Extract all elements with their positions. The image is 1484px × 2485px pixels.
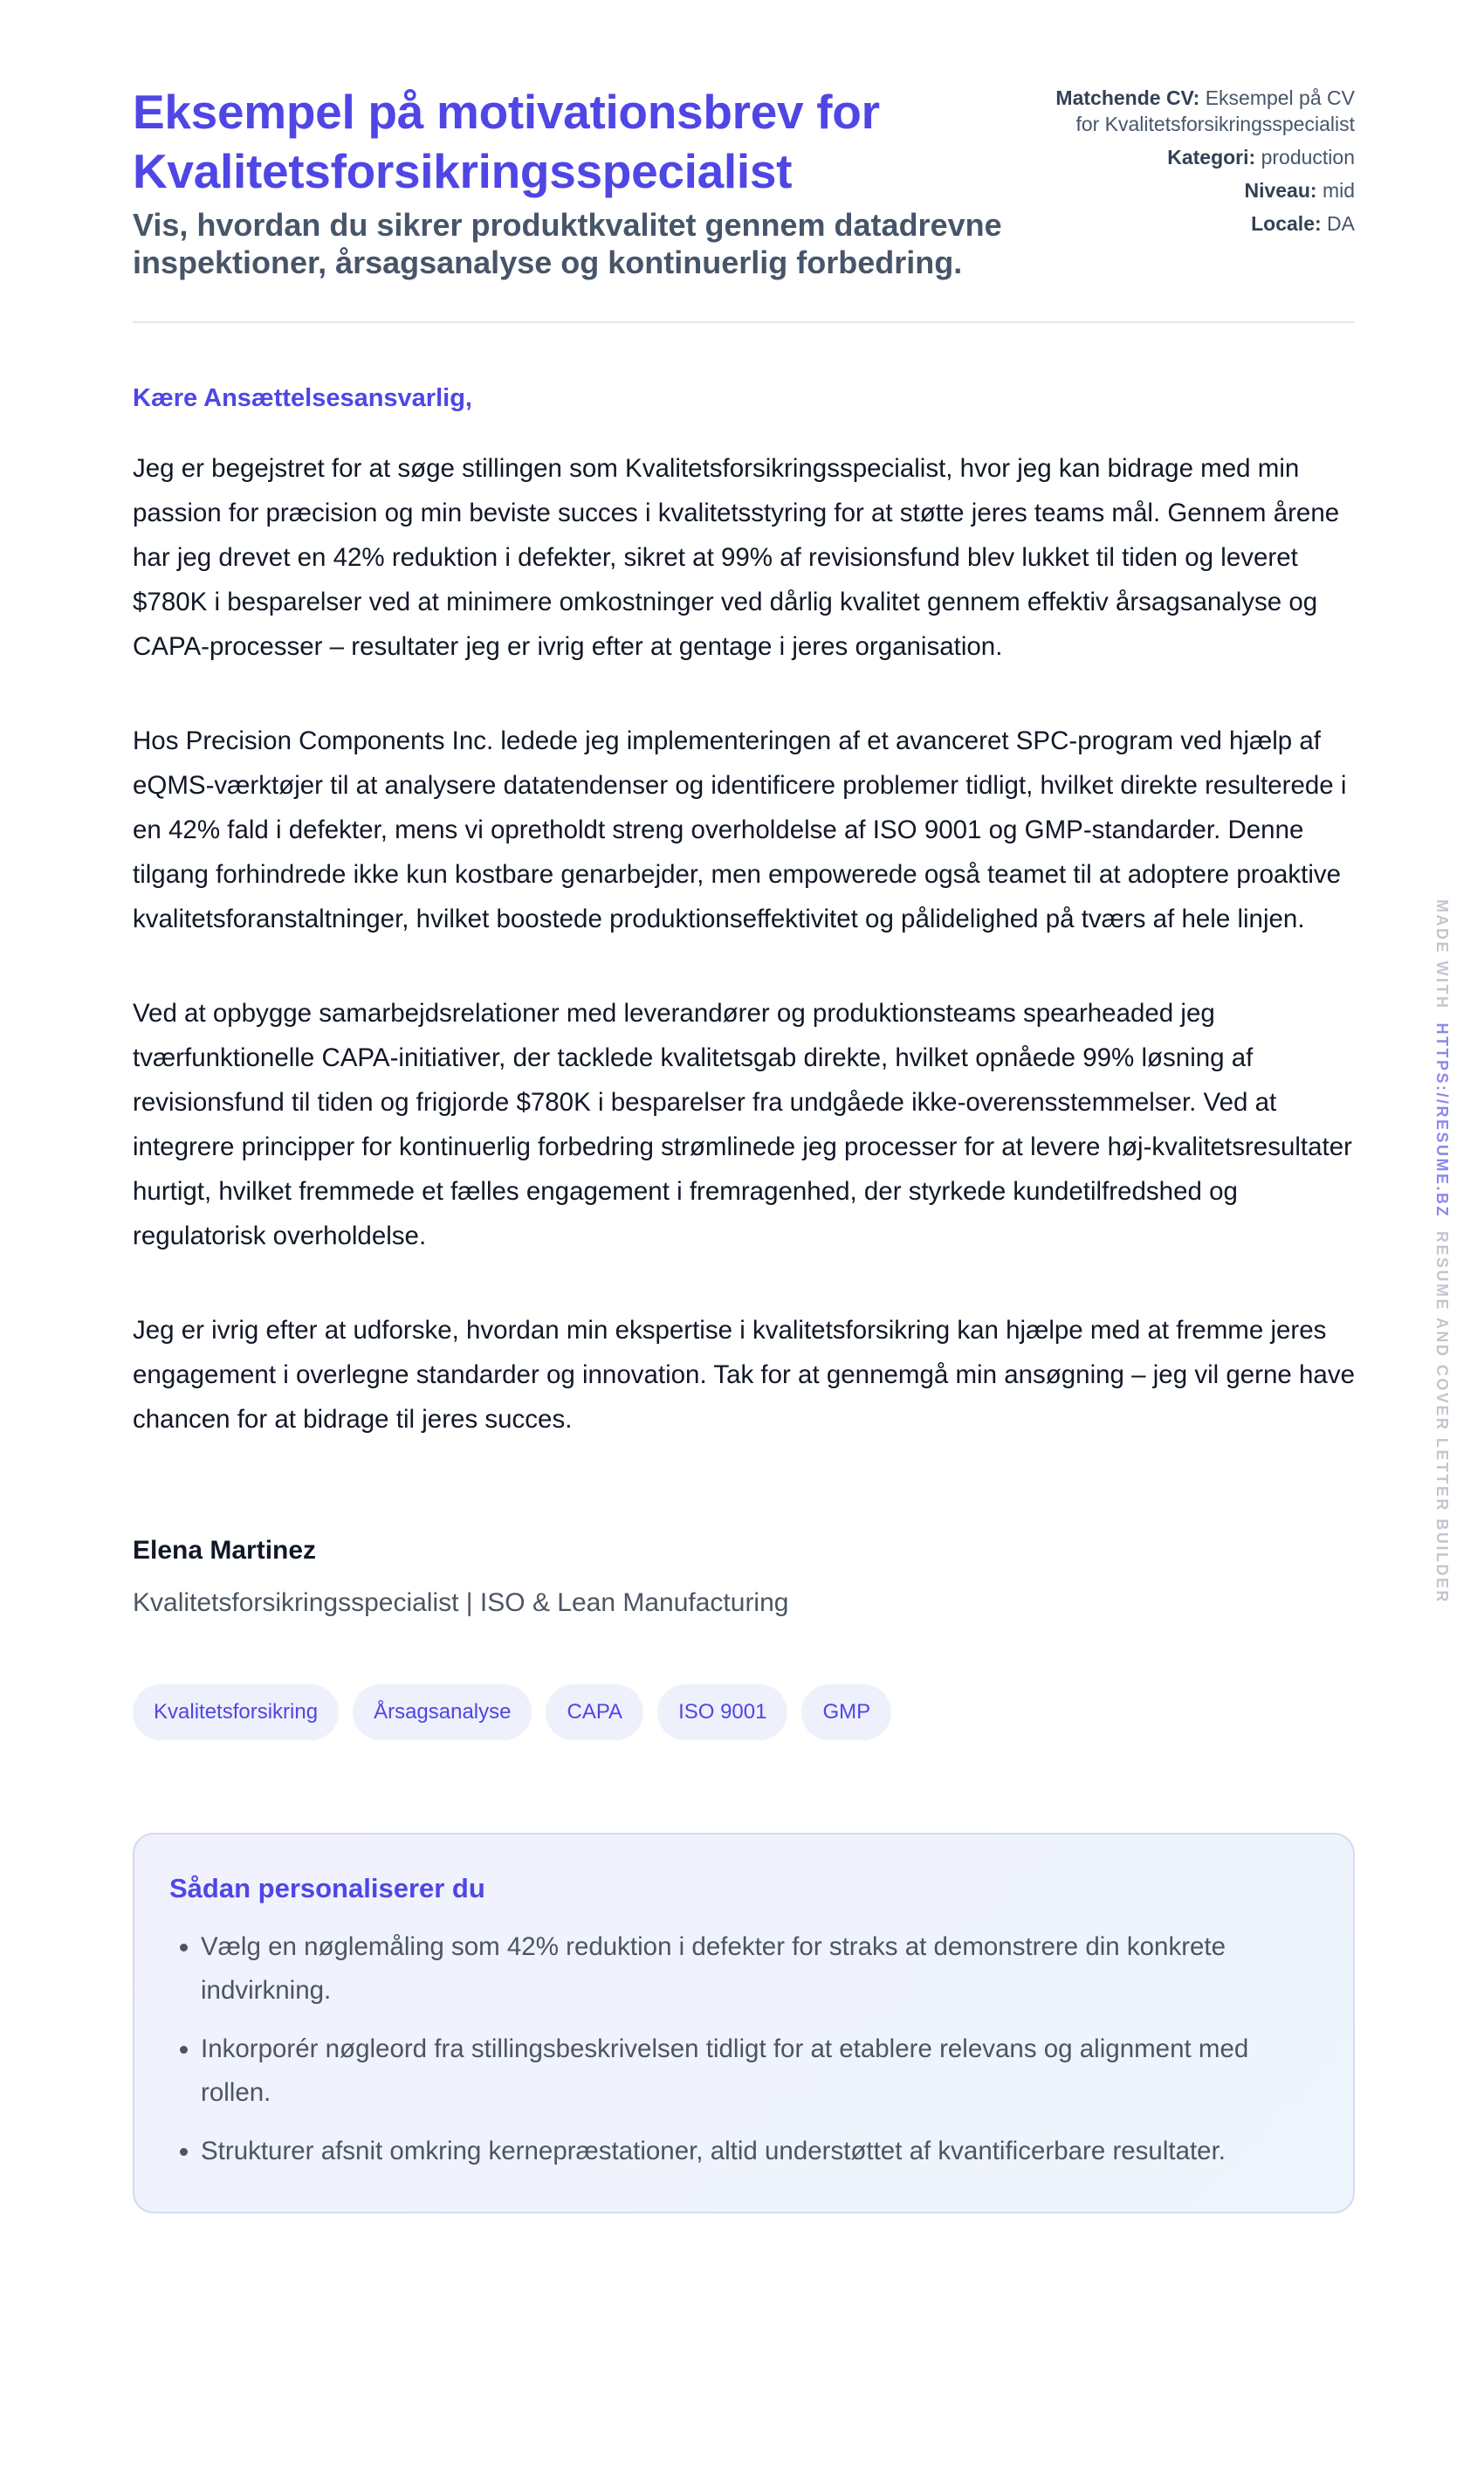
- signature-block: [133, 1536, 1355, 1618]
- meta-matching-cv: [1041, 85, 1355, 137]
- personalization-tips-box: [133, 1833, 1355, 2213]
- meta-value: Eksempel på CV for Kvalitetsforsikringsspecialist: [1075, 86, 1355, 135]
- meta-category: [1041, 144, 1355, 170]
- skill-tag: CAPA: [546, 1684, 643, 1740]
- header-text: [133, 82, 1006, 281]
- meta-value: DA: [1327, 212, 1355, 235]
- meta-label: Niveau:: [1244, 179, 1317, 202]
- meta-panel: [1041, 82, 1355, 244]
- letter-greeting: Kære Ansættelsesansvarlig,: [133, 384, 472, 412]
- skill-tag: GMP: [801, 1684, 891, 1740]
- page-subtitle: Vis, hvordan du sikrer produktkvalitet gennem datadrevne inspektioner, årsagsanalyse og kontinuerlig forbedring.: [133, 207, 1002, 280]
- meta-value: mid: [1322, 179, 1355, 202]
- tips-title: Sådan personaliserer du: [169, 1873, 485, 1903]
- made-with-watermark: [1425, 899, 1451, 1615]
- letter-paragraph: Ved at opbygge samarbejdsrelationer med leverandører og produktionsteams spearheaded jeg tværfunktionelle CAPA-initiativer, der tacklede kvalitetsgab direkte, hvilket opnåede 99% løsning af revisionsfund til tiden og frigjorde $780K i besparelser fra undgåede ikke-overensstemmelser. Ved at integrere principper for kontinuerlig forbedring strømlinede jeg processer for at levere høj-kvalitetsresultater hurtigt, hvilket fremmede et fælles engagement i fremragenhed, der styrkede kundetilfredshed og regulatorisk overholdelse.: [133, 999, 1352, 1250]
- cover-letter-page: [133, 82, 1355, 2213]
- watermark-suffix: RESUME AND COVER LETTER BUILDER: [1433, 1231, 1451, 1604]
- tips-list: [169, 1925, 1318, 2173]
- letter-paragraph: Jeg er ivrig efter at udforske, hvordan min ekspertise i kvalitetsforsikring kan hjælpe med at fremme jeres engagement i overlegne standarder og innovation. Tak for at gennemgå min ansøgning – jeg vil gerne have chancen for at bidrage til jeres succes.: [133, 1316, 1355, 1434]
- watermark-prefix: MADE WITH: [1433, 899, 1451, 1010]
- meta-value: production: [1261, 146, 1355, 169]
- page-title: Eksempel på motivationsbrev for Kvalitetsforsikringsspecialist: [133, 85, 880, 198]
- tip-item: • Strukturer afsnit omkring kernepræstationer, altid understøttet af kvantificerbare resultater.: [201, 2130, 1318, 2173]
- letter-paragraph: Hos Precision Components Inc. ledede jeg implementeringen af et avanceret SPC-program ved hjælp af eQMS-værktøjer til at analysere datatendenser og identificere problemer tidligt, hvilket direkte resulterede i en 42% fald i defekter, mens vi opretholdt streng overholdelse af ISO 9001 og GMP-standarder. Denne tilgang forhindrede ikke kun kostbare genarbejder, men empowerede også teamet til at adoptere proaktive kvalitetsforanstaltninger, hvilket boostede produktionseffektivitet og pålidelighed på tværs af hele linjen.: [133, 726, 1347, 933]
- signature-title: Kvalitetsforsikringsspecialist | ISO & Lean Manufacturing: [133, 1588, 789, 1617]
- letter-body: [133, 384, 1355, 1442]
- tip-item: • Inkorporér nøgleord fra stillingsbeskrivelsen tidligt for at etablere relevans og alignment med rollen.: [201, 2027, 1318, 2115]
- meta-level: [1041, 177, 1355, 203]
- meta-label: Locale:: [1251, 212, 1322, 235]
- skill-tag: ISO 9001: [657, 1684, 787, 1740]
- signature-name: Elena Martinez: [133, 1536, 317, 1565]
- tip-item: • Vælg en nøglemåling som 42% reduktion i defekter for straks at demonstrere din konkrete indvirkning.: [201, 1925, 1318, 2013]
- skill-tags: [133, 1684, 1355, 1740]
- meta-label: Matchende CV:: [1055, 86, 1200, 109]
- skill-tag: Kvalitetsforsikring: [133, 1684, 339, 1740]
- skill-tag: Årsagsanalyse: [353, 1684, 532, 1740]
- meta-label: Kategori:: [1167, 146, 1256, 169]
- watermark-link[interactable]: HTTPS://RESUME.BZ: [1433, 1022, 1451, 1219]
- letter-paragraph: Jeg er begejstret for at søge stillingen som Kvalitetsforsikringsspecialist, hvor jeg kan bidrage med min passion for præcision og min beviste succes i kvalitetsstyring for at støtte jeres teams mål. Gennem årene har jeg drevet en 42% reduktion i defekter, sikret at 99% af revisionsfund blev lukket til tiden og leveret $780K i besparelser ved at minimere omkostninger ved dårlig kvalitet gennem effektiv årsagsanalyse og CAPA-processer – resultater jeg er ivrig efter at gentage i jeres organisation.: [133, 454, 1340, 661]
- meta-locale: [1041, 210, 1355, 237]
- page-header: [133, 82, 1355, 323]
